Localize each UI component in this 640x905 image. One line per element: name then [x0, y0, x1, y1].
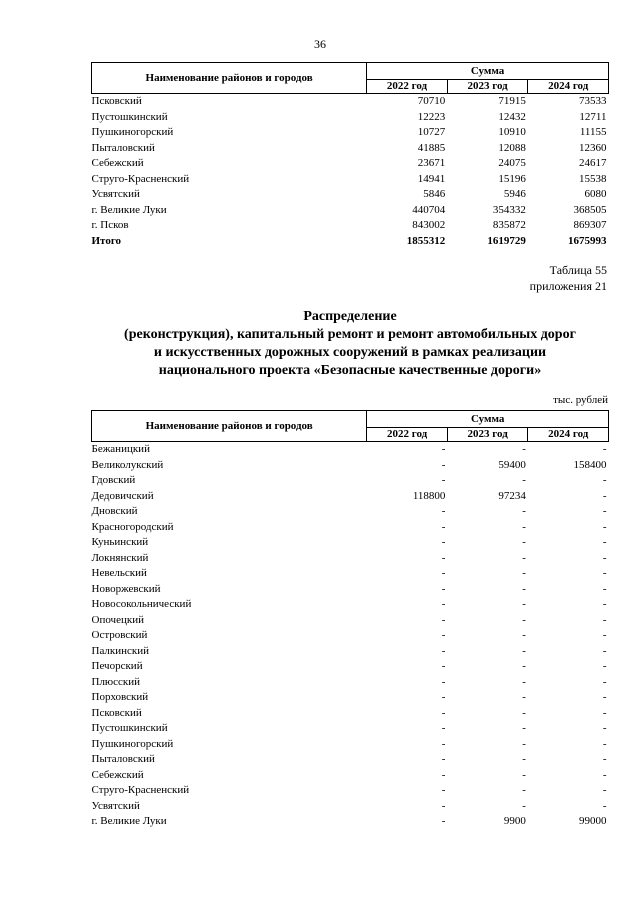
table-row — [92, 628, 609, 644]
row-name: Куньинский — [91, 536, 149, 548]
table-row — [92, 706, 609, 722]
table-row — [92, 172, 609, 188]
row-value: 869307 — [573, 219, 607, 231]
row-value: - — [602, 675, 607, 688]
row-value: - — [602, 706, 607, 719]
table-row — [92, 752, 609, 768]
title-line: национального проекта «Безопасные качественные дороги» — [158, 363, 542, 378]
title-line: Распределение — [303, 309, 397, 324]
row-value: - — [441, 458, 446, 471]
row-name: Себежский — [91, 768, 144, 781]
row-value: - — [522, 753, 526, 765]
row-name: г. Великие Луки — [91, 203, 167, 216]
row-value: 11155 — [579, 126, 607, 138]
row-name: Невельский — [91, 567, 147, 579]
row-value: - — [441, 551, 446, 564]
section-title — [60, 308, 640, 380]
row-name: Пыталовский — [91, 141, 155, 154]
row-name: Порховский — [91, 691, 149, 703]
row-value: - — [602, 489, 607, 502]
row-value: - — [602, 520, 607, 533]
row-value: - — [522, 520, 526, 533]
row-value: - — [602, 660, 607, 672]
row-value: - — [602, 443, 607, 455]
row-name: Псковский — [91, 95, 142, 107]
row-value: - — [441, 629, 446, 641]
table-row — [92, 458, 609, 474]
row-value: 15538 — [579, 172, 607, 185]
row-name: Пустошкинский — [91, 110, 168, 123]
page-number: 36 — [314, 37, 326, 51]
row-value: - — [522, 505, 526, 517]
row-name: Новосокольнический — [91, 598, 192, 610]
row-value: - — [441, 799, 446, 812]
title-line: (реконструкция), капитальный ремонт и ремонт автомобильных дорог — [124, 327, 576, 342]
row-value: - — [602, 582, 607, 595]
row-value: 368505 — [573, 203, 607, 216]
row-value: 9900 — [503, 815, 526, 827]
table-row — [92, 489, 609, 505]
row-value: - — [441, 722, 446, 734]
row-value: - — [522, 644, 526, 657]
row-value: - — [441, 660, 446, 672]
row-value: - — [441, 706, 446, 719]
budget-table-1 — [91, 62, 609, 249]
row-value: 71915 — [498, 95, 526, 107]
row-value: - — [522, 737, 526, 750]
table-row — [92, 125, 609, 141]
row-name: Локнянский — [91, 551, 149, 564]
row-name: Бежаницкий — [91, 443, 150, 455]
row-value: 10727 — [417, 126, 446, 138]
row-value: 12088 — [498, 141, 526, 154]
column-header-year: 2022 год — [367, 80, 448, 94]
row-value: - — [522, 582, 526, 595]
table-row — [92, 690, 609, 706]
row-value: 41885 — [417, 141, 446, 154]
row-value: - — [602, 567, 607, 579]
table-row — [92, 551, 609, 567]
row-name: Палкинский — [91, 644, 150, 657]
row-value: - — [602, 505, 607, 517]
row-value: - — [522, 722, 526, 734]
row-value: - — [522, 567, 526, 579]
row-value: 14941 — [417, 172, 446, 185]
row-value: - — [602, 722, 607, 734]
row-name: Итого — [91, 234, 122, 247]
table-row — [92, 473, 609, 489]
table-row — [92, 94, 609, 110]
row-value: - — [441, 474, 446, 486]
table-reference — [530, 262, 607, 294]
row-value: 6080 — [584, 188, 607, 200]
column-header-name: Наименование районов и городов — [92, 411, 367, 442]
column-header-year: 2023 год — [447, 428, 528, 442]
row-value: - — [522, 598, 526, 610]
row-value: - — [522, 768, 526, 781]
row-value: 5846 — [423, 188, 446, 200]
row-value: 835872 — [492, 219, 526, 231]
row-value: - — [522, 691, 526, 703]
row-name: Струго-Красненский — [91, 172, 190, 185]
row-value: - — [441, 505, 446, 517]
table-row — [92, 737, 609, 753]
row-name: Усвятский — [91, 799, 140, 812]
row-value: 440704 — [412, 203, 446, 216]
row-name: Пустошкинский — [91, 722, 168, 734]
row-name: Струго-Красненский — [91, 784, 190, 796]
row-name: Пыталовский — [91, 753, 155, 765]
row-value: 354332 — [492, 203, 526, 216]
row-value: - — [602, 737, 607, 750]
row-value: - — [522, 443, 526, 455]
row-value: - — [602, 613, 607, 626]
table-row — [92, 504, 609, 520]
row-name: Себежский — [91, 157, 144, 169]
row-value: 12432 — [498, 110, 526, 123]
table-row — [92, 442, 609, 458]
row-name: г. Великие Луки — [91, 815, 167, 827]
row-value: - — [441, 815, 446, 827]
row-value: - — [441, 768, 446, 781]
row-value: - — [441, 567, 446, 579]
row-value: 12223 — [417, 110, 446, 123]
row-name: Усвятский — [91, 188, 140, 200]
row-name: Гдовский — [91, 474, 136, 486]
table-total-row — [92, 234, 609, 250]
table-row — [92, 566, 609, 582]
row-value: 15196 — [498, 172, 526, 185]
row-value: - — [602, 784, 607, 796]
row-value: 12711 — [579, 110, 607, 123]
column-header-year: 2024 год — [528, 428, 609, 442]
table-row — [92, 156, 609, 172]
table-row — [92, 597, 609, 613]
row-value: - — [602, 799, 607, 812]
row-name: Псковский — [91, 706, 142, 719]
row-value: - — [441, 536, 446, 548]
row-name: Пушкиногорский — [91, 737, 174, 750]
row-value: - — [441, 598, 446, 610]
table-row — [92, 768, 609, 784]
row-value: - — [522, 551, 526, 564]
table-row — [92, 814, 609, 830]
column-header-year: 2023 год — [447, 80, 528, 94]
row-value: 118800 — [412, 489, 446, 502]
row-name: Новоржевский — [91, 582, 161, 595]
row-value: - — [602, 691, 607, 703]
row-value: - — [602, 768, 607, 781]
row-value: 10910 — [498, 126, 526, 138]
table-row — [92, 659, 609, 675]
row-value: - — [522, 799, 526, 812]
row-name: Плюсский — [91, 675, 141, 688]
row-value: 1619729 — [487, 234, 526, 247]
row-value: - — [441, 520, 446, 533]
row-name: Опочецкий — [91, 613, 144, 626]
row-value: - — [522, 660, 526, 672]
budget-table-2 — [91, 410, 609, 830]
row-value: - — [441, 675, 446, 688]
table-row — [92, 218, 609, 234]
table-row — [92, 613, 609, 629]
row-value: - — [441, 443, 446, 455]
table-row — [92, 783, 609, 799]
row-name: Красногородский — [91, 520, 174, 533]
row-value: 23671 — [417, 157, 446, 169]
row-name: Печорский — [91, 660, 143, 672]
row-value: 24617 — [579, 157, 607, 169]
row-value: - — [441, 644, 446, 657]
row-value: - — [522, 784, 526, 796]
row-value: - — [602, 551, 607, 564]
row-value: - — [602, 536, 607, 548]
row-value: - — [441, 613, 446, 626]
row-value: 12360 — [579, 141, 607, 154]
row-name: г. Псков — [91, 219, 129, 231]
table-row — [92, 141, 609, 157]
table-row — [92, 799, 609, 815]
table-row — [92, 535, 609, 551]
table-row — [92, 644, 609, 660]
row-value: - — [602, 644, 607, 657]
row-value: 99000 — [579, 815, 607, 827]
table-row — [92, 520, 609, 536]
row-value: - — [441, 753, 446, 765]
table-row — [92, 675, 609, 691]
column-header-sum: Сумма — [367, 411, 609, 428]
table-row — [92, 203, 609, 219]
row-name: Дедовичский — [91, 489, 154, 502]
row-value: 1675993 — [568, 234, 607, 247]
table-row — [92, 721, 609, 737]
row-value: - — [441, 582, 446, 595]
row-value: - — [522, 706, 526, 719]
row-name: Великолукский — [91, 458, 164, 471]
row-value: - — [441, 784, 446, 796]
row-value: - — [441, 691, 446, 703]
row-value: - — [522, 474, 526, 486]
row-value: - — [522, 629, 526, 641]
row-value: - — [522, 675, 526, 688]
row-name: Островский — [91, 629, 148, 641]
row-value: 5946 — [503, 188, 526, 200]
row-value: 1855312 — [406, 234, 446, 247]
appendix-number: приложения 21 — [529, 279, 607, 293]
unit-label: тыс. рублей — [553, 394, 608, 406]
row-value: 59400 — [498, 458, 526, 471]
table-row — [92, 187, 609, 203]
table-number: Таблица 55 — [549, 263, 607, 277]
row-name: Пушкиногорский — [91, 126, 174, 138]
row-name: Дновский — [91, 505, 138, 517]
row-value: 73533 — [579, 95, 607, 107]
row-value: - — [602, 753, 607, 765]
row-value: - — [602, 629, 607, 641]
row-value: - — [602, 598, 607, 610]
row-value: 158400 — [573, 458, 607, 471]
title-line: и искусственных дорожных сооружений в рамках реализации — [153, 345, 547, 360]
column-header-year: 2022 год — [367, 428, 448, 442]
row-value: - — [522, 613, 526, 626]
table-row — [92, 110, 609, 126]
row-value: 24075 — [498, 157, 526, 169]
row-value: 70710 — [417, 95, 446, 107]
row-value: 843002 — [412, 219, 446, 231]
table-row — [92, 582, 609, 598]
row-value: - — [522, 536, 526, 548]
column-header-name: Наименование районов и городов — [92, 63, 367, 94]
row-value: - — [441, 737, 446, 750]
row-value: 97234 — [498, 489, 526, 502]
row-value: - — [602, 474, 607, 486]
column-header-year: 2024 год — [528, 80, 609, 94]
column-header-sum: Сумма — [367, 63, 609, 80]
